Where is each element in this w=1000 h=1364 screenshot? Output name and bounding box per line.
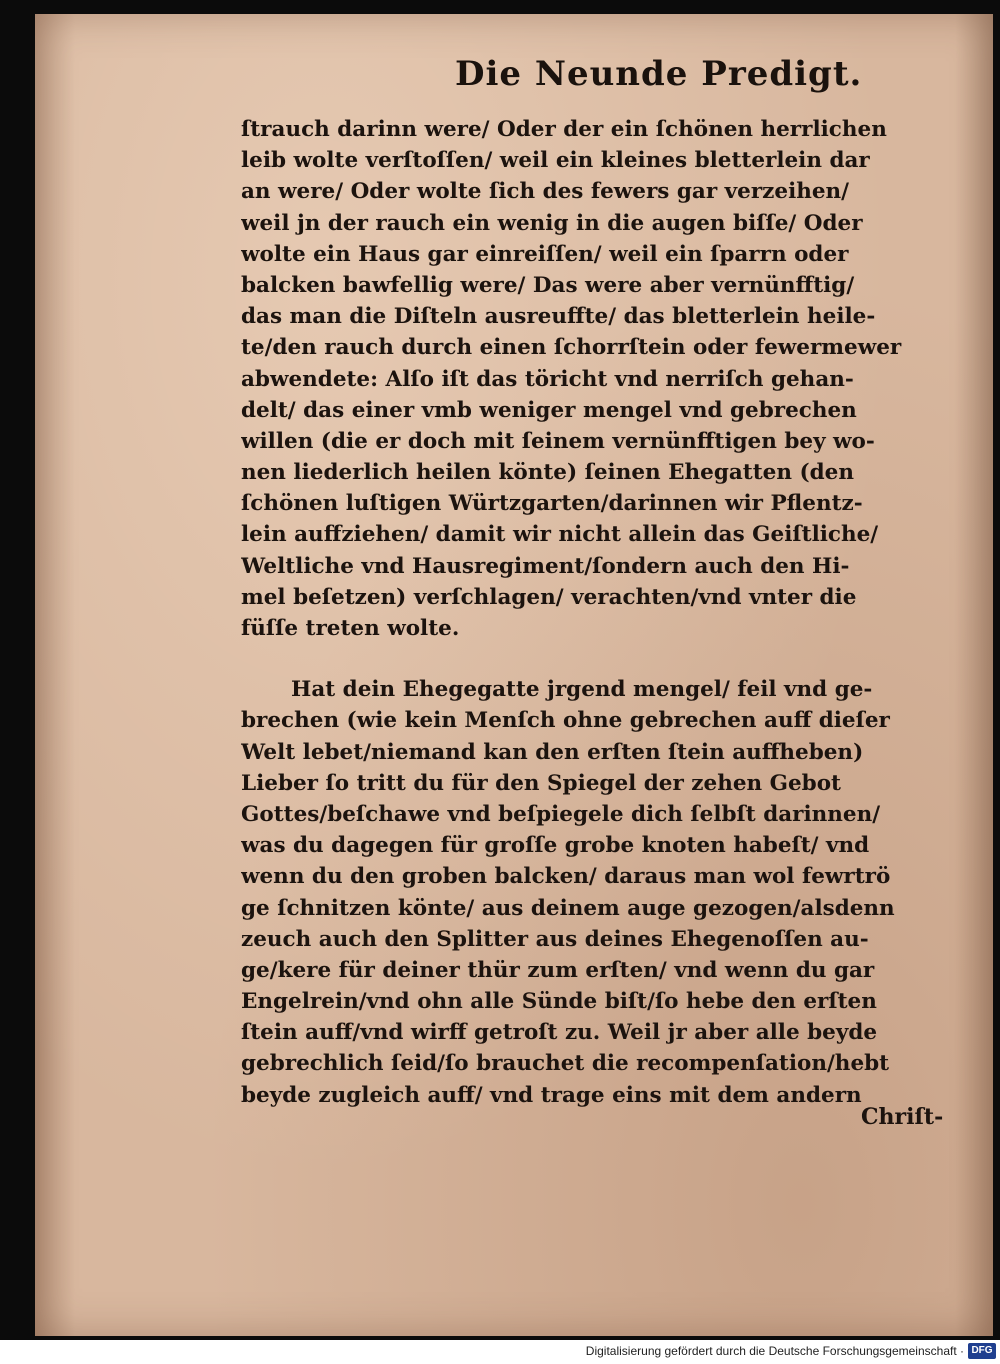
text-line: ge ſchnitzen könte/ aus deinem auge gezogen/alsdenn bbox=[241, 895, 895, 921]
book-page bbox=[35, 14, 993, 1336]
text-line: Hat dein Ehegegatte jrgend mengel/ feil vnd ge- bbox=[291, 677, 873, 703]
text-line: te/den rauch durch einen ſchorrſtein oder fewermewer bbox=[241, 335, 902, 361]
funding-credit: Digitalisierung gefördert durch die Deutsche Forschungsgemeinschaft · bbox=[585, 1344, 964, 1358]
paragraph-gap bbox=[241, 644, 961, 674]
text-line: wenn du den groben balcken/ daraus man wol fewrtrö bbox=[241, 864, 891, 890]
text-line: gebrechlich ſeid/ſo brauchet die recompenſation/hebt bbox=[241, 1051, 890, 1077]
text-line: abwendete: Alſo iſt das töricht vnd nerriſch gehan- bbox=[241, 366, 854, 392]
text-line: ge/kere für deiner thür zum erſten/ vnd wenn du gar bbox=[241, 957, 875, 983]
text-line: ſtein auff/vnd wirff getroſt zu. Weil jr aber alle beyde bbox=[241, 1020, 878, 1046]
text-line: das man die Diſteln ausreuffte/ das bletterlein heile- bbox=[241, 304, 876, 330]
text-line: ſchönen luſtigen Würtzgarten/darinnen wir Pflentz- bbox=[241, 491, 863, 517]
text-line: wolte ein Haus gar einreiſſen/ weil ein ſparrn oder bbox=[241, 241, 849, 267]
running-head: Die Neunde Predigt. bbox=[455, 54, 863, 94]
text-line: willen (die er doch mit ſeinem vernünfftigen bey wo- bbox=[241, 428, 875, 454]
text-line: Welt lebet/niemand kan den erſten ſtein auffheben) bbox=[241, 739, 864, 765]
text-line: was du dagegen für groſſe grobe knoten habeſt/ vnd bbox=[241, 833, 870, 859]
text-line: Engelrein/vnd ohn alle Sünde biſt/ſo hebe den erſten bbox=[241, 989, 877, 1015]
text-line: balcken bawfellig were/ Das were aber vernünfftig/ bbox=[241, 272, 855, 298]
text-line: an were/ Oder wolte ſich des fewers gar verzeihen/ bbox=[241, 179, 850, 205]
text-line: Weltliche vnd Hausregiment/ſondern auch den Hi- bbox=[241, 553, 850, 579]
text-line: Lieber ſo tritt du für den Spiegel der zehen Gebot bbox=[241, 770, 841, 796]
text-line: weil jn der rauch ein wenig in die augen biſſe/ Oder bbox=[241, 210, 863, 236]
text-line: nen liederlich heilen könte) ſeinen Ehegatten (den bbox=[241, 460, 854, 486]
text-line: beyde zugleich auff/ vnd trage eins mit dem andern bbox=[241, 1082, 862, 1108]
text-line: mel beſetzen) verſchlagen/ verachten/vnd vnter die bbox=[241, 584, 857, 610]
text-line: Gottes/beſchawe vnd beſpiegele dich ſelbſt darinnen/ bbox=[241, 801, 881, 827]
text-line: brechen (wie kein Menſch ohne gebrechen auff dieſer bbox=[241, 708, 890, 734]
dfg-logo: DFG bbox=[968, 1343, 996, 1359]
text-line: zeuch auch den Splitter aus deines Ehegenoſſen au- bbox=[241, 926, 869, 952]
text-line: füſſe treten wolte. bbox=[241, 616, 460, 641]
text-line: ſtrauch darinn were/ Oder der ein ſchönen herrlichen bbox=[241, 117, 887, 142]
text-line: lein auffziehen/ damit wir nicht allein das Geiſtliche/ bbox=[241, 522, 879, 548]
paragraph-1 bbox=[241, 114, 961, 644]
footer-bar bbox=[0, 1340, 1000, 1364]
text-line: leib wolte verſtoſſen/ weil ein kleines bletterlein dar bbox=[241, 148, 870, 174]
catchword: Chriſt- bbox=[861, 1104, 944, 1130]
text-line: delt/ das einer vmb weniger mengel vnd gebrechen bbox=[241, 397, 857, 423]
paragraph-2 bbox=[241, 674, 961, 1111]
body-text bbox=[241, 114, 961, 1111]
